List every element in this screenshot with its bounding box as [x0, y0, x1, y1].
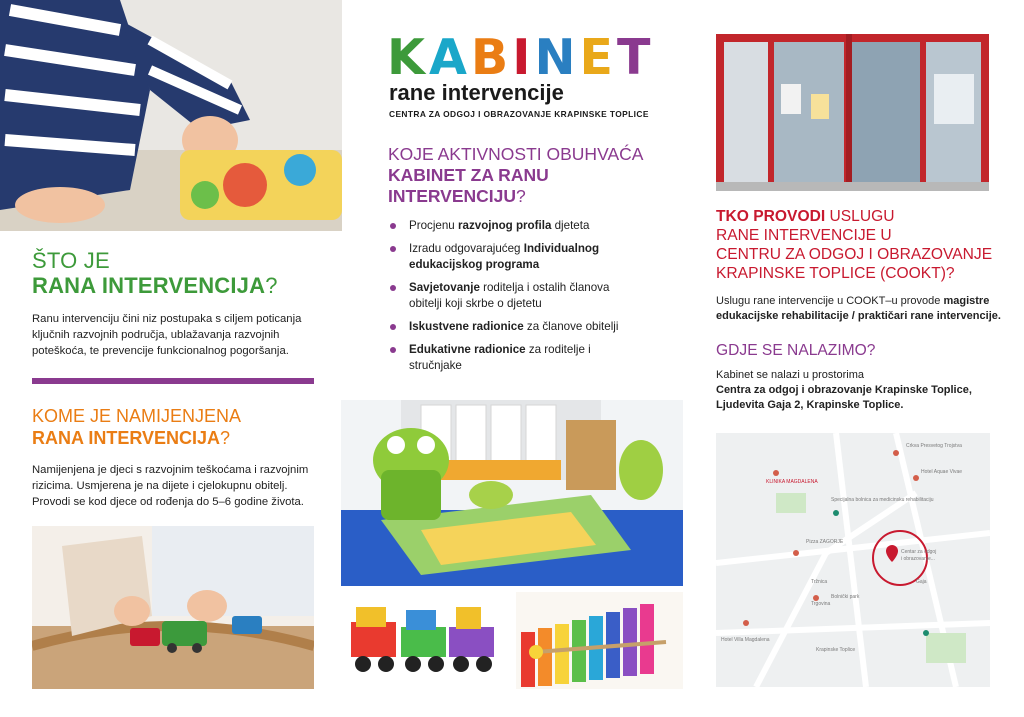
logo-letter: E [579, 29, 618, 86]
heading-line [32, 273, 278, 298]
heading-line [388, 186, 648, 207]
address-block [716, 368, 1016, 413]
item-post: djeteta [551, 219, 590, 232]
logo-letter: I [512, 29, 535, 86]
item-post: za roditelje i stručnjake [409, 343, 591, 372]
map-label: Trgovina [811, 601, 831, 607]
map-label: Gaja [916, 579, 927, 585]
map-label: Hotel Aquae Vivae [921, 469, 963, 475]
heading-line: CENTRU ZA ODGOJ I OBRAZOVANJE [716, 246, 993, 263]
activities-list [388, 218, 678, 381]
item-pre: Izradu odgovarajućeg [409, 242, 524, 255]
heading-line [716, 207, 1006, 226]
item-bold: Iskustvene radionice [409, 320, 524, 333]
kabinet-logo [387, 29, 655, 86]
address-bold: Ljudevita Gaja 2, Krapinske Toplice. [716, 399, 904, 411]
map-label: Centar za odgoj [901, 549, 937, 555]
kome-text: Namijenjena je djeci s razvojnim teškoćama i razvojnim rizicima. Usmjerena je na dijete i cjelokupnu obitelj. Provodi se kod djece od rođenja do 5–6 godine života. [32, 464, 309, 508]
list-item [388, 241, 603, 273]
item-bold: Savjetovanje [409, 281, 480, 294]
logo-letter: B [470, 29, 513, 86]
map-label: Krapinske Toplice [816, 647, 856, 653]
list-item [388, 342, 618, 374]
photo-playroom [341, 400, 683, 586]
text-pre: Uslugu rane intervencije u COOKT–u provode [716, 295, 944, 307]
photo-toy-trucks [341, 592, 506, 689]
divider [32, 378, 314, 384]
section-heading-sto-je [32, 248, 278, 298]
list-item [388, 280, 633, 312]
map-label: Hotel Villa Magdalena [721, 637, 770, 643]
list-item [388, 218, 678, 234]
section-heading-kome [32, 405, 241, 449]
logo-letter: T [617, 29, 655, 86]
address-line [716, 398, 1016, 413]
item-bold: razvojnog profila [457, 219, 552, 232]
text-bold: magistre edukacijske rehabilitacije / praktičari rane intervencije. [716, 295, 1001, 322]
map-label: i obrazovanje... [901, 556, 935, 562]
photo-wooden-train [32, 526, 314, 689]
photo-entrance-door [716, 34, 989, 191]
heading-line: KOME JE NAMIJENJENA [32, 406, 242, 426]
item-bold: Individualnog edukacijskog programa [409, 242, 600, 271]
heading-line: KRAPINSKE TOPLICE (COOKT)? [716, 265, 955, 282]
heading-rest: USLUGU [825, 208, 895, 225]
map-label: Specijalna bolnica za medicinsku rehabilitaciju [831, 497, 934, 503]
logo-center-name: CENTRA ZA ODGOJ I OBRAZOVANJE KRAPINSKE TOPLICE [389, 109, 649, 119]
map-label: Crkva Presvetog Trojstva [906, 443, 962, 449]
heading-q-mark: ? [265, 273, 278, 298]
address-line [716, 383, 1016, 398]
item-post: roditelja i ostalih članova obitelji koji skrbe o djetetu [409, 281, 610, 310]
item-post: za članove obitelji [523, 320, 619, 333]
heading-line [32, 427, 241, 449]
photo-xylophone [516, 592, 683, 689]
heading-bold: KABINET ZA RANU [388, 165, 549, 185]
address-bold: Centra za odgoj i obrazovanje Krapinske Toplice, [716, 384, 972, 396]
photo-child-puzzle [0, 0, 342, 231]
heading-line [388, 165, 648, 186]
providers-text [716, 294, 1016, 324]
map-label: Bolnički park [831, 594, 860, 600]
heading-q-mark: ? [220, 428, 231, 448]
heading-line: KOJE AKTIVNOSTI OBUHVAĆA [388, 144, 644, 164]
logo-letter: N [534, 29, 580, 86]
item-bold: Edukativne radionice [409, 343, 526, 356]
heading-bold: TKO PROVODI [716, 208, 826, 225]
location-map [716, 433, 990, 687]
heading-bold: RANA INTERVENCIJA [32, 273, 266, 298]
logo-subtitle: rane intervencije [389, 80, 564, 105]
item-pre: Procjenu [409, 219, 458, 232]
heading-line: RANE INTERVENCIJE U [716, 227, 892, 244]
map-label: Tržnica [811, 579, 828, 585]
map-label: KLINIKA MAGDALENA [766, 479, 818, 485]
where-heading: GDJE SE NALAZIMO? [716, 342, 876, 359]
map-label: Pizza ZAGORJE [806, 539, 844, 545]
who-heading [716, 207, 1006, 283]
address-line: Kabinet se nalazi u prostorima [716, 369, 864, 381]
heading-line: ŠTO JE [32, 248, 110, 273]
activities-heading [388, 144, 648, 207]
logo-letter: A [428, 29, 471, 86]
heading-bold: INTERVENCIJU [388, 186, 517, 206]
list-item [388, 319, 678, 335]
logo-letter: K [387, 29, 429, 86]
sto-je-text: Ranu intervenciju čini niz postupaka s ciljem poticanja ključnih razvojnih područja, ublažavanja razvojnih poteškoća, te prevencije funkcionalnog pogoršanja. [32, 313, 302, 357]
heading-q-mark: ? [516, 186, 526, 206]
heading-bold: RANA INTERVENCIJA [32, 428, 221, 448]
